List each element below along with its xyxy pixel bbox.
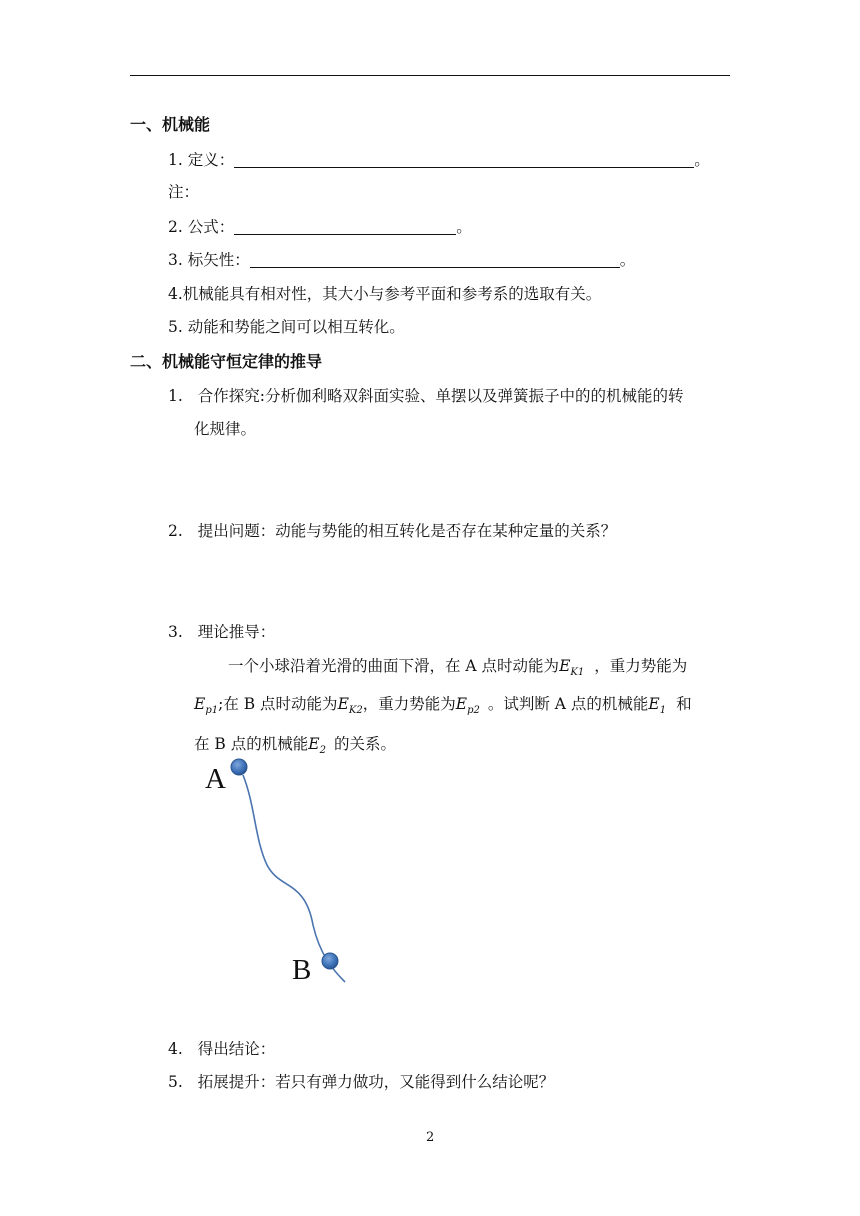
- derivation-text: 理论推导：: [197, 623, 276, 641]
- ball-a: [231, 759, 247, 775]
- item-number: 2.: [168, 522, 183, 540]
- definition-label: 定义：: [187, 151, 235, 169]
- point-b-label: B: [292, 954, 312, 986]
- extension-line: [168, 1070, 554, 1092]
- conversion-line: [168, 315, 405, 337]
- problem-text: ，重力势能为: [594, 657, 688, 675]
- header-rule: [130, 75, 730, 76]
- punct: 。: [694, 151, 710, 169]
- problem-text: 和: [676, 695, 692, 713]
- explore-text: 合作探究:分析伽利略双斜面实验、单摆以及弹簧振子中的的机械能的转: [197, 387, 684, 405]
- relativity-text: 机械能具有相对性，其大小与参考平面和参考系的选取有关。: [182, 285, 602, 303]
- extension-text: 拓展提升：若只有弹力做功，又能得到什么结论呢？: [197, 1073, 555, 1091]
- scalar-blank[interactable]: [250, 251, 620, 268]
- item-number: 3.: [168, 623, 183, 641]
- section1-title: 一、机械能: [130, 115, 211, 134]
- problem-text: 在 B 点的机械能: [194, 735, 309, 753]
- item-number: 3.: [168, 251, 183, 269]
- problem-text: 一个小球沿着光滑的曲面下滑，在 A 点时动能为: [228, 657, 560, 675]
- symbol-e2: $E_2$: [308, 735, 326, 757]
- conclusion-text: 得出结论：: [197, 1040, 276, 1058]
- note-label: 注：: [168, 183, 200, 201]
- page-number: 2: [426, 1130, 435, 1145]
- definition-blank[interactable]: [234, 151, 694, 168]
- problem-text: 的关系。: [333, 735, 396, 753]
- formula-blank[interactable]: [234, 218, 456, 235]
- problem-text: 。试判断 A 点的机械能: [487, 695, 649, 713]
- item-number: 4.: [168, 285, 183, 303]
- explore-line2: 化规律。: [194, 420, 257, 438]
- relativity-line: [168, 282, 601, 304]
- problem-line1: [228, 654, 687, 678]
- symbol-ep2: $E_{p2}$: [455, 695, 480, 717]
- item-number: 1.: [168, 387, 183, 405]
- formula-line: [168, 215, 472, 237]
- conclusion-line: [168, 1037, 275, 1059]
- symbol-ek2: $E_{K2}$: [337, 695, 363, 717]
- section2-title: 二、机械能守恒定律的推导: [130, 352, 323, 371]
- question-line: [168, 519, 616, 541]
- problem-text: ;在 B 点时动能为: [218, 695, 338, 713]
- scalar-line: [168, 248, 635, 270]
- item-number: 5.: [168, 1073, 183, 1091]
- item-number: 2.: [168, 218, 183, 236]
- punct: 。: [456, 218, 472, 236]
- definition-line: [168, 148, 710, 170]
- scalar-label: 标矢性：: [187, 251, 250, 269]
- item-number: 5.: [168, 318, 183, 336]
- symbol-e1: $E_1$: [648, 695, 667, 717]
- symbol-ek1: $E_{K1}$: [559, 657, 585, 679]
- slope-curve: [243, 775, 345, 982]
- problem-line2: [194, 692, 692, 716]
- item-number: 4.: [168, 1040, 183, 1058]
- derivation-line: [168, 620, 275, 642]
- punct: 。: [619, 251, 636, 269]
- formula-label: 公式：: [187, 218, 235, 236]
- point-a-label: A: [205, 763, 226, 795]
- conversion-text: 动能和势能之间可以相互转化。: [187, 318, 405, 336]
- symbol-ep1: $E_{p1}$: [194, 695, 219, 717]
- item-number: 1.: [168, 151, 183, 169]
- explore-line1: [168, 384, 683, 406]
- ball-b: [322, 953, 338, 969]
- question-text: 提出问题：动能与势能的相互转化是否存在某种定量的关系？: [197, 522, 617, 540]
- problem-text: ，重力势能为: [362, 695, 456, 713]
